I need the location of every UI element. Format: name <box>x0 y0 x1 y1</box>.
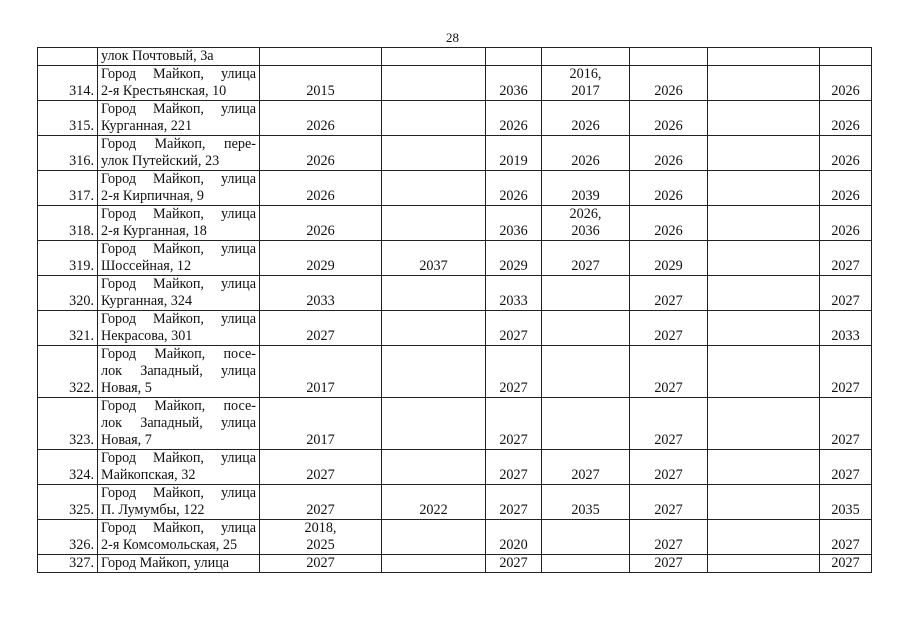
year-cell-c4 <box>542 66 630 101</box>
year-value: 2026 <box>571 118 600 134</box>
year-cell-c2 <box>382 311 486 346</box>
year-value: 2017 <box>306 432 335 448</box>
year-cell-c5 <box>630 398 708 450</box>
table-row <box>38 241 872 276</box>
year-cell-c6 <box>708 206 820 241</box>
table-row <box>38 66 872 101</box>
year-value: 2026 <box>306 223 335 239</box>
year-cell-c4 <box>542 346 630 398</box>
year-cell-c5 <box>630 48 708 66</box>
address-line: Город Майкоп, улица <box>101 241 256 257</box>
year-value: 2037 <box>419 258 448 274</box>
year-cell-c6 <box>708 520 820 555</box>
address-line: Город Майкоп, улица <box>101 450 256 466</box>
year-value: 2027 <box>831 537 860 553</box>
address-line: Шоссейная, 12 <box>101 258 192 274</box>
year-cell-c2 <box>382 555 486 573</box>
year-cell-c3 <box>486 66 542 101</box>
year-cell-c3 <box>486 311 542 346</box>
table-body <box>38 48 872 573</box>
address-line: улок Путейский, 23 <box>101 153 220 169</box>
year-value: 2026 <box>831 153 860 169</box>
row-number: 319. <box>38 241 98 276</box>
address-cell <box>98 241 260 276</box>
address-cell <box>98 101 260 136</box>
address-line: Город Майкоп, улица <box>101 276 256 292</box>
address-cell <box>98 206 260 241</box>
year-value: 2016, <box>569 66 602 82</box>
address-cell <box>98 450 260 485</box>
year-cell-c7 <box>820 450 872 485</box>
address-line: П. Лумумбы, 122 <box>101 502 205 518</box>
year-cell-c4 <box>542 276 630 311</box>
table-row <box>38 48 872 66</box>
year-cell-c1 <box>260 555 382 573</box>
year-cell-c3 <box>486 555 542 573</box>
address-cell <box>98 346 260 398</box>
address-line: Курганная, 221 <box>101 118 193 134</box>
year-value: 2026 <box>831 83 860 99</box>
year-cell-c6 <box>708 485 820 520</box>
row-number: 326. <box>38 520 98 555</box>
year-cell-c7 <box>820 48 872 66</box>
year-cell-c3 <box>486 206 542 241</box>
year-cell-c6 <box>708 276 820 311</box>
row-number: 320. <box>38 276 98 311</box>
year-cell-c3 <box>486 520 542 555</box>
address-line: 2-я Кирпичная, 9 <box>101 188 204 204</box>
year-cell-c6 <box>708 346 820 398</box>
year-cell-c1 <box>260 136 382 171</box>
address-line: Город Майкоп, улица <box>101 520 256 536</box>
year-cell-c2 <box>382 171 486 206</box>
row-number: 317. <box>38 171 98 206</box>
year-cell-c3 <box>486 276 542 311</box>
address-line: Город Майкоп, улица <box>101 485 256 501</box>
year-value: 2027 <box>306 467 335 483</box>
year-value: 2027 <box>499 380 528 396</box>
year-cell-c7 <box>820 276 872 311</box>
year-value: 2033 <box>499 293 528 309</box>
year-cell-c1 <box>260 66 382 101</box>
year-value: 2026 <box>654 118 683 134</box>
year-cell-c2 <box>382 520 486 555</box>
year-value: 2027 <box>831 293 860 309</box>
year-cell-c5 <box>630 206 708 241</box>
year-cell-c5 <box>630 136 708 171</box>
year-cell-c5 <box>630 311 708 346</box>
year-value: 2026 <box>499 118 528 134</box>
row-number: 325. <box>38 485 98 520</box>
table-row <box>38 276 872 311</box>
year-value: 2027 <box>306 328 335 344</box>
year-cell-c6 <box>708 398 820 450</box>
address-line: Новая, 5 <box>101 380 152 396</box>
year-cell-c5 <box>630 555 708 573</box>
year-cell-c4 <box>542 450 630 485</box>
year-value: 2025 <box>306 537 335 553</box>
year-cell-c7 <box>820 101 872 136</box>
address-line: Город Майкоп, улица <box>101 206 256 222</box>
address-line: 2-я Курганная, 18 <box>101 223 207 239</box>
year-value: 2026, <box>569 206 602 222</box>
year-cell-c3 <box>486 450 542 485</box>
address-line: Город Майкоп, пере- <box>101 136 256 152</box>
year-value: 2036 <box>571 223 600 239</box>
year-value: 2035 <box>571 502 600 518</box>
year-value: 2026 <box>306 153 335 169</box>
year-cell-c2 <box>382 66 486 101</box>
address-line: 2-я Комсомольская, 25 <box>101 537 238 553</box>
year-value: 2018, <box>304 520 337 536</box>
year-value: 2035 <box>831 502 860 518</box>
year-value: 2027 <box>499 432 528 448</box>
year-cell-c3 <box>486 101 542 136</box>
year-value: 2020 <box>499 537 528 553</box>
table-row <box>38 101 872 136</box>
year-value: 2027 <box>831 432 860 448</box>
row-number: 323. <box>38 398 98 450</box>
table-row <box>38 346 872 398</box>
year-cell-c1 <box>260 276 382 311</box>
table-row <box>38 485 872 520</box>
year-cell-c6 <box>708 136 820 171</box>
year-value: 2026 <box>306 118 335 134</box>
year-value: 2029 <box>654 258 683 274</box>
row-number: 324. <box>38 450 98 485</box>
year-cell-c2 <box>382 101 486 136</box>
year-value: 2026 <box>571 153 600 169</box>
year-value: 2026 <box>499 188 528 204</box>
year-cell-c3 <box>486 48 542 66</box>
row-number: 322. <box>38 346 98 398</box>
year-cell-c1 <box>260 311 382 346</box>
address-cell <box>98 555 260 573</box>
year-value: 2027 <box>306 502 335 518</box>
table-row <box>38 171 872 206</box>
year-cell-c3 <box>486 398 542 450</box>
address-cell <box>98 171 260 206</box>
year-cell-c4 <box>542 48 630 66</box>
year-value: 2036 <box>499 83 528 99</box>
address-line: Город Майкоп, улица <box>101 66 256 82</box>
year-value: 2033 <box>831 328 860 344</box>
address-line: Город Майкоп, посе- <box>101 346 256 362</box>
year-cell-c4 <box>542 171 630 206</box>
year-value: 2027 <box>654 537 683 553</box>
address-cell <box>98 398 260 450</box>
address-line: лок Западный, улица <box>101 415 256 431</box>
year-value: 2029 <box>306 258 335 274</box>
year-cell-c2 <box>382 48 486 66</box>
year-cell-c7 <box>820 346 872 398</box>
year-value: 2015 <box>306 83 335 99</box>
year-cell-c4 <box>542 136 630 171</box>
year-cell-c4 <box>542 206 630 241</box>
address-cell <box>98 136 260 171</box>
year-cell-c5 <box>630 346 708 398</box>
row-number: 315. <box>38 101 98 136</box>
year-value: 2026 <box>654 83 683 99</box>
table-row <box>38 555 872 573</box>
address-cell <box>98 311 260 346</box>
building-schedule-table <box>37 47 872 573</box>
page-number: 28 <box>446 30 459 45</box>
table-row <box>38 311 872 346</box>
year-cell-c1 <box>260 485 382 520</box>
year-cell-c7 <box>820 171 872 206</box>
year-cell-c1 <box>260 171 382 206</box>
year-cell-c4 <box>542 520 630 555</box>
year-value: 2026 <box>831 188 860 204</box>
year-value: 2022 <box>419 502 448 518</box>
year-cell-c1 <box>260 346 382 398</box>
year-value: 2026 <box>306 188 335 204</box>
year-value: 2026 <box>654 153 683 169</box>
row-number: 321. <box>38 311 98 346</box>
address-line: Новая, 7 <box>101 432 152 448</box>
year-cell-c7 <box>820 136 872 171</box>
year-cell-c2 <box>382 136 486 171</box>
year-cell-c3 <box>486 485 542 520</box>
year-value: 2027 <box>831 555 860 571</box>
row-number: 318. <box>38 206 98 241</box>
year-cell-c1 <box>260 101 382 136</box>
address-line: Майкопская, 32 <box>101 467 196 483</box>
year-cell-c1 <box>260 398 382 450</box>
year-value: 2026 <box>654 223 683 239</box>
year-cell-c1 <box>260 450 382 485</box>
year-cell-c4 <box>542 555 630 573</box>
year-cell-c3 <box>486 171 542 206</box>
year-cell-c2 <box>382 241 486 276</box>
address-cell <box>98 485 260 520</box>
year-cell-c2 <box>382 450 486 485</box>
year-value: 2019 <box>499 153 528 169</box>
year-cell-c6 <box>708 171 820 206</box>
year-value: 2027 <box>499 328 528 344</box>
year-value: 2026 <box>654 188 683 204</box>
address-line: Город Майкоп, улица <box>101 101 256 117</box>
year-value: 2027 <box>306 555 335 571</box>
year-cell-c7 <box>820 520 872 555</box>
row-number: 327. <box>38 555 98 573</box>
year-value: 2027 <box>499 502 528 518</box>
year-value: 2017 <box>306 380 335 396</box>
year-cell-c6 <box>708 555 820 573</box>
table-row <box>38 450 872 485</box>
year-cell-c4 <box>542 241 630 276</box>
year-cell-c4 <box>542 101 630 136</box>
year-value: 2026 <box>831 223 860 239</box>
year-cell-c7 <box>820 311 872 346</box>
year-cell-c7 <box>820 206 872 241</box>
year-value: 2027 <box>654 432 683 448</box>
address-line: 2-я Крестьянская, 10 <box>101 83 227 99</box>
year-cell-c7 <box>820 485 872 520</box>
year-value: 2027 <box>499 555 528 571</box>
year-cell-c5 <box>630 520 708 555</box>
year-value: 2026 <box>831 118 860 134</box>
year-cell-c7 <box>820 555 872 573</box>
year-value: 2039 <box>571 188 600 204</box>
address-line: Город Майкоп, улица <box>101 171 256 187</box>
address-cell <box>98 48 260 66</box>
year-cell-c4 <box>542 485 630 520</box>
year-value: 2033 <box>306 293 335 309</box>
address-line: Город Майкоп, улица <box>101 555 230 571</box>
year-cell-c1 <box>260 48 382 66</box>
year-value: 2027 <box>571 258 600 274</box>
table-row <box>38 520 872 555</box>
year-value: 2027 <box>831 380 860 396</box>
year-cell-c3 <box>486 241 542 276</box>
address-line: Некрасова, 301 <box>101 328 193 344</box>
year-cell-c6 <box>708 66 820 101</box>
year-cell-c5 <box>630 171 708 206</box>
year-value: 2027 <box>571 467 600 483</box>
year-cell-c7 <box>820 398 872 450</box>
year-cell-c5 <box>630 450 708 485</box>
year-cell-c5 <box>630 276 708 311</box>
year-cell-c3 <box>486 346 542 398</box>
year-cell-c6 <box>708 450 820 485</box>
year-cell-c1 <box>260 520 382 555</box>
address-cell <box>98 520 260 555</box>
year-value: 2029 <box>499 258 528 274</box>
row-number <box>38 48 98 66</box>
year-cell-c6 <box>708 101 820 136</box>
year-cell-c2 <box>382 398 486 450</box>
year-cell-c5 <box>630 66 708 101</box>
address-line: улок Почтовый, 3а <box>101 48 214 64</box>
year-cell-c1 <box>260 206 382 241</box>
year-cell-c7 <box>820 66 872 101</box>
row-number: 314. <box>38 66 98 101</box>
address-line: Курганная, 324 <box>101 293 193 309</box>
year-value: 2027 <box>654 293 683 309</box>
year-value: 2036 <box>499 223 528 239</box>
year-value: 2027 <box>654 502 683 518</box>
year-cell-c3 <box>486 136 542 171</box>
year-cell-c6 <box>708 311 820 346</box>
year-cell-c1 <box>260 241 382 276</box>
year-cell-c2 <box>382 206 486 241</box>
year-value: 2027 <box>831 467 860 483</box>
year-cell-c2 <box>382 485 486 520</box>
address-cell <box>98 276 260 311</box>
year-cell-c5 <box>630 241 708 276</box>
year-cell-c5 <box>630 101 708 136</box>
year-cell-c6 <box>708 48 820 66</box>
table-row <box>38 398 872 450</box>
year-cell-c5 <box>630 485 708 520</box>
year-value: 2027 <box>499 467 528 483</box>
year-value: 2027 <box>654 328 683 344</box>
table-row <box>38 206 872 241</box>
year-value: 2017 <box>571 83 600 99</box>
year-value: 2027 <box>654 380 683 396</box>
year-cell-c4 <box>542 398 630 450</box>
year-cell-c7 <box>820 241 872 276</box>
year-cell-c2 <box>382 346 486 398</box>
year-value: 2027 <box>654 555 683 571</box>
year-value: 2027 <box>831 258 860 274</box>
row-number: 316. <box>38 136 98 171</box>
address-line: Город Майкоп, улица <box>101 311 256 327</box>
year-cell-c6 <box>708 241 820 276</box>
address-line: лок Западный, улица <box>101 363 256 379</box>
address-cell <box>98 66 260 101</box>
year-cell-c4 <box>542 311 630 346</box>
year-value: 2027 <box>654 467 683 483</box>
address-line: Город Майкоп, посе- <box>101 398 256 414</box>
year-cell-c2 <box>382 276 486 311</box>
table-row <box>38 136 872 171</box>
